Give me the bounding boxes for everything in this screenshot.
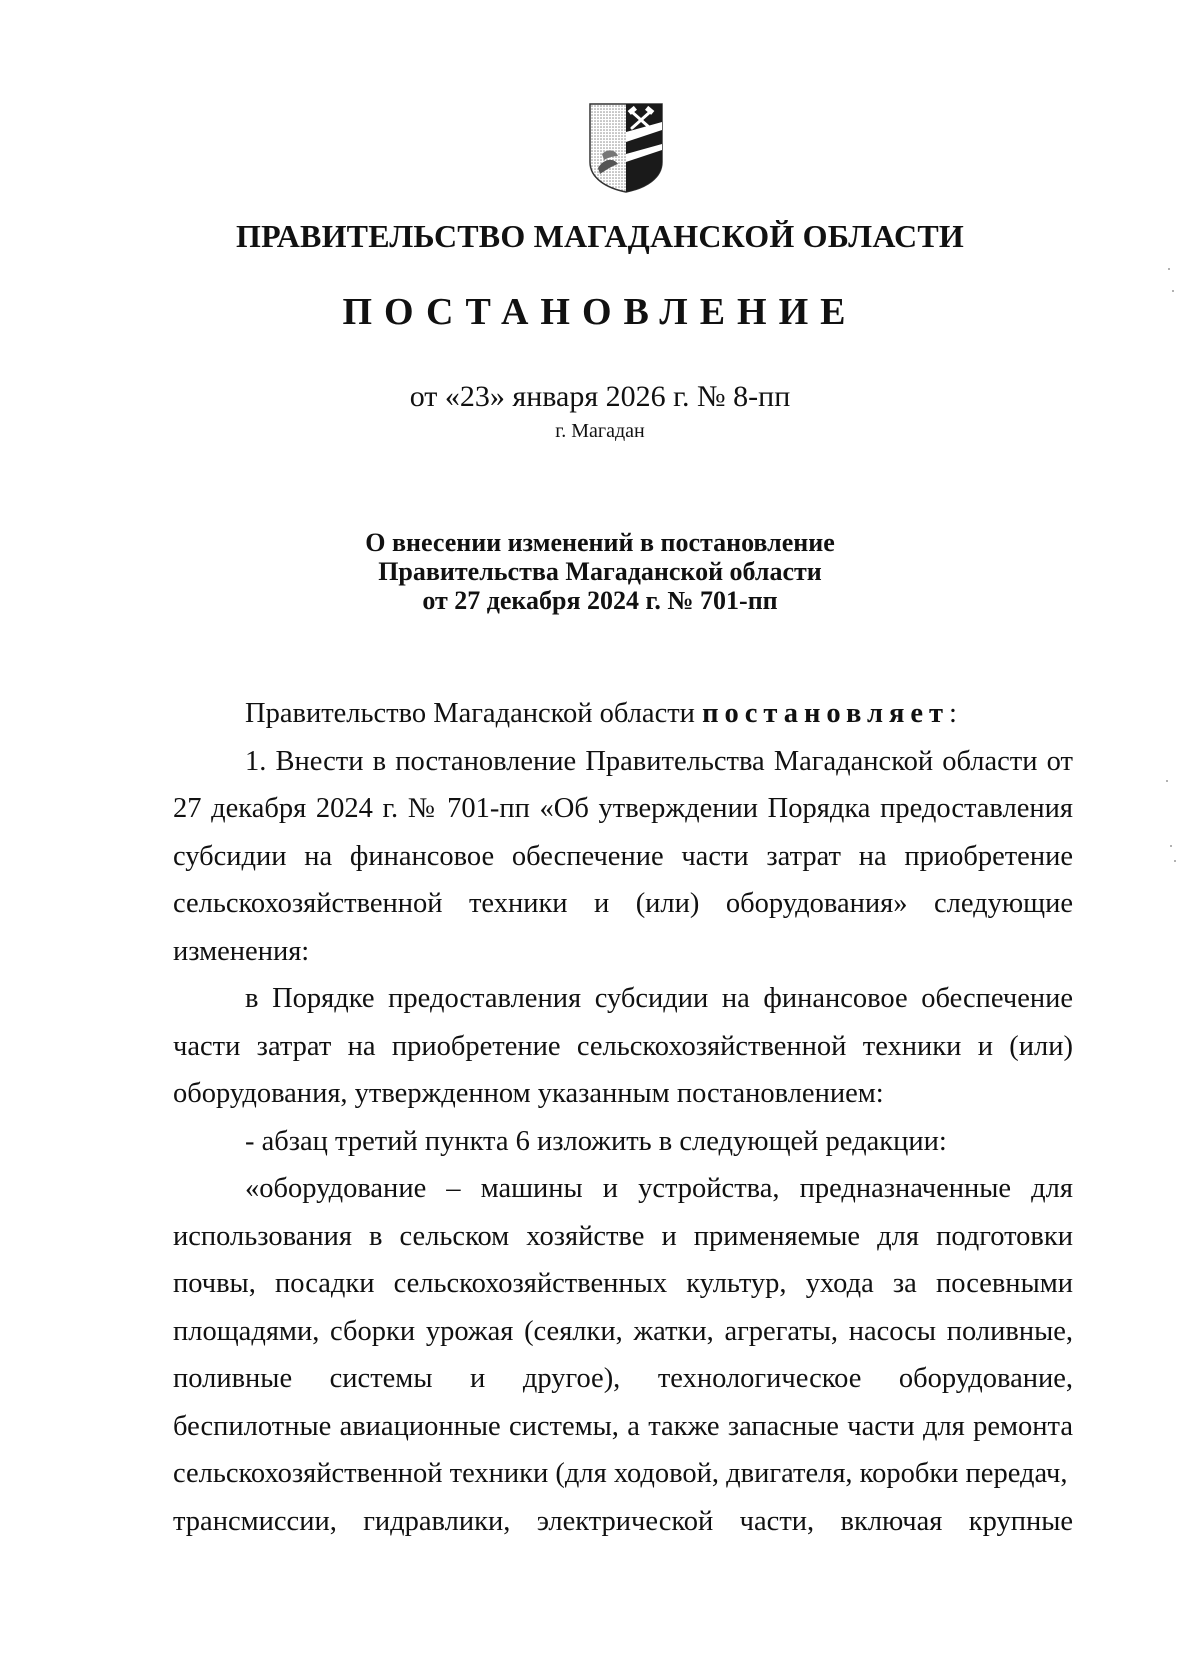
document-city: г. Магадан bbox=[555, 420, 645, 442]
document-subject bbox=[0, 528, 1200, 615]
bullet-paragraph: - абзац третий пункта 6 изложить в следующей редакции: bbox=[245, 1125, 947, 1157]
organization-title: ПРАВИТЕЛЬСТВО МАГАДАНСКОЙ ОБЛАСТИ bbox=[235, 218, 964, 254]
item-1-sub-paragraph: в Порядке предоставления субсидии на финансовое обеспечение части затрат на приобретение сельскохозяйственной техники и (или) оборудования, утвержденном указанным постановлением: bbox=[173, 983, 1073, 1109]
document-body bbox=[173, 690, 1073, 1545]
magadan-region-coat-of-arms-icon bbox=[588, 102, 664, 194]
item-1-paragraph: 1. Внести в постановление Правительства Магаданской области от 27 декабря 2024 г. № 701-пп «Об утверждении Порядка предоставления субсидии на финансовое обеспечение части затрат на приобретение сельскохозяйственной техники и (или) оборудования» следующие изменения: bbox=[173, 745, 1073, 967]
document-type: ПОСТАНОВЛЕНИЕ bbox=[342, 291, 858, 333]
subject-line-3: от 27 декабря 2024 г. № 701-пп bbox=[422, 586, 778, 615]
scan-speck bbox=[1172, 290, 1174, 292]
document-date-number: от «23» января 2026 г. № 8-пп bbox=[409, 380, 791, 413]
preamble-colon: : bbox=[949, 698, 957, 729]
preamble-verb: постановляет bbox=[702, 698, 950, 729]
preamble-paragraph bbox=[173, 690, 1073, 738]
scan-speck bbox=[1170, 845, 1172, 847]
scan-speck bbox=[1166, 780, 1168, 782]
preamble-text: Правительство Магаданской области bbox=[245, 698, 703, 729]
subject-line-1: О внесении изменений в постановление bbox=[365, 528, 835, 557]
quote-tail-line: трансмиссии, гидравлики, электрической части, включая крупные bbox=[173, 1505, 1073, 1537]
quote-paragraph: «оборудование – машины и устройства, предназначенные для использования в сельском хозяйстве и применяемые для подготовки почвы, посадки сельскохозяйственных культур, ухода за посевными площадями, сборки урожая (сеялки, жатки, агрегаты, насосы поливные, поливные системы и другое), технологическое оборудование, беспилотные авиационные системы, а также запасные части для ремонта сельскохозяйственной техники (для ходовой, двигателя, коробки передач, bbox=[173, 1173, 1073, 1489]
scan-speck bbox=[1168, 268, 1170, 270]
subject-line-2: Правительства Магаданской области bbox=[378, 557, 822, 586]
scan-speck bbox=[1174, 860, 1176, 862]
